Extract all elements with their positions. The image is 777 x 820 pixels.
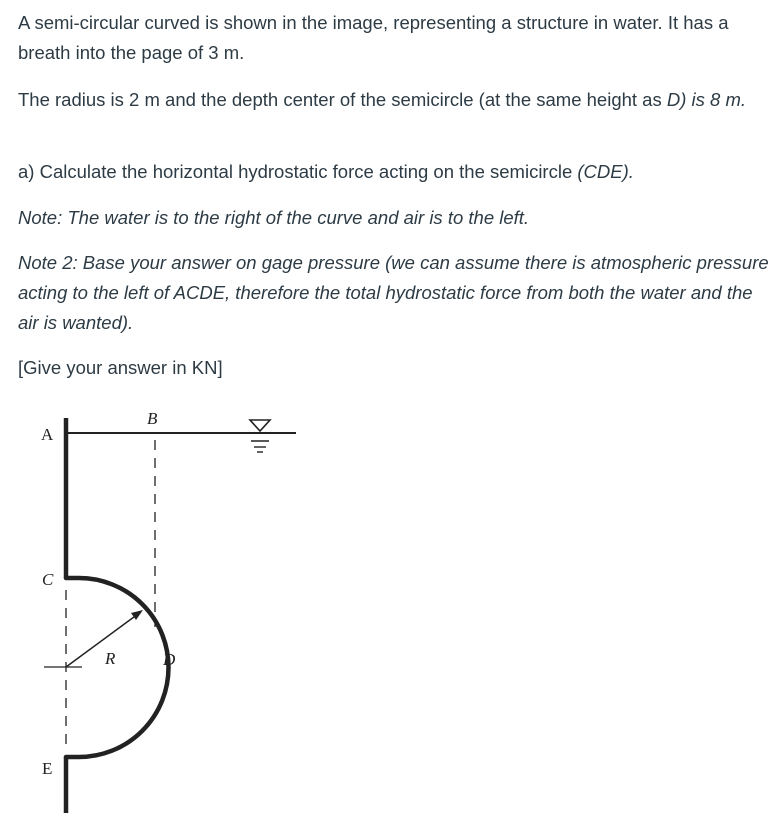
label-a: A (41, 425, 54, 444)
label-d: D (163, 650, 176, 669)
label-b: B (147, 409, 158, 428)
radius-depth-italic: D) is 8 m. (666, 89, 747, 110)
label-c: C (42, 570, 54, 589)
problem-intro: A semi-circular curved is shown in the image, representing a structure in water. It has a breath into the page of 3 m. (18, 12, 729, 63)
radius-arrow-line (66, 614, 138, 667)
radius-depth-statement (18, 85, 773, 115)
note-2: Note 2: Base your answer on gage pressure (we can assume there is atmospheric pressure acting to the left of ACDE, therefore the total hydrostatic force from both the water and the air is wanted). (18, 252, 769, 333)
note-1: Note: The water is to the right of the curve and air is to the left. (18, 207, 530, 228)
label-r: R (105, 649, 116, 668)
label-e: E (42, 759, 53, 778)
question-a (18, 157, 773, 187)
semicircle-gate-figure (0, 395, 330, 820)
question-a-italic: (CDE). (577, 161, 634, 182)
answer-unit-instruction: [Give your answer in KN] (18, 357, 223, 378)
free-surface-symbol (250, 420, 270, 431)
question-a-lead: a) Calculate the horizontal hydrostatic force acting on the semicircle (18, 161, 578, 182)
radius-depth-lead: The radius is 2 m and the depth center of the semicircle (at the same height as (18, 89, 667, 110)
